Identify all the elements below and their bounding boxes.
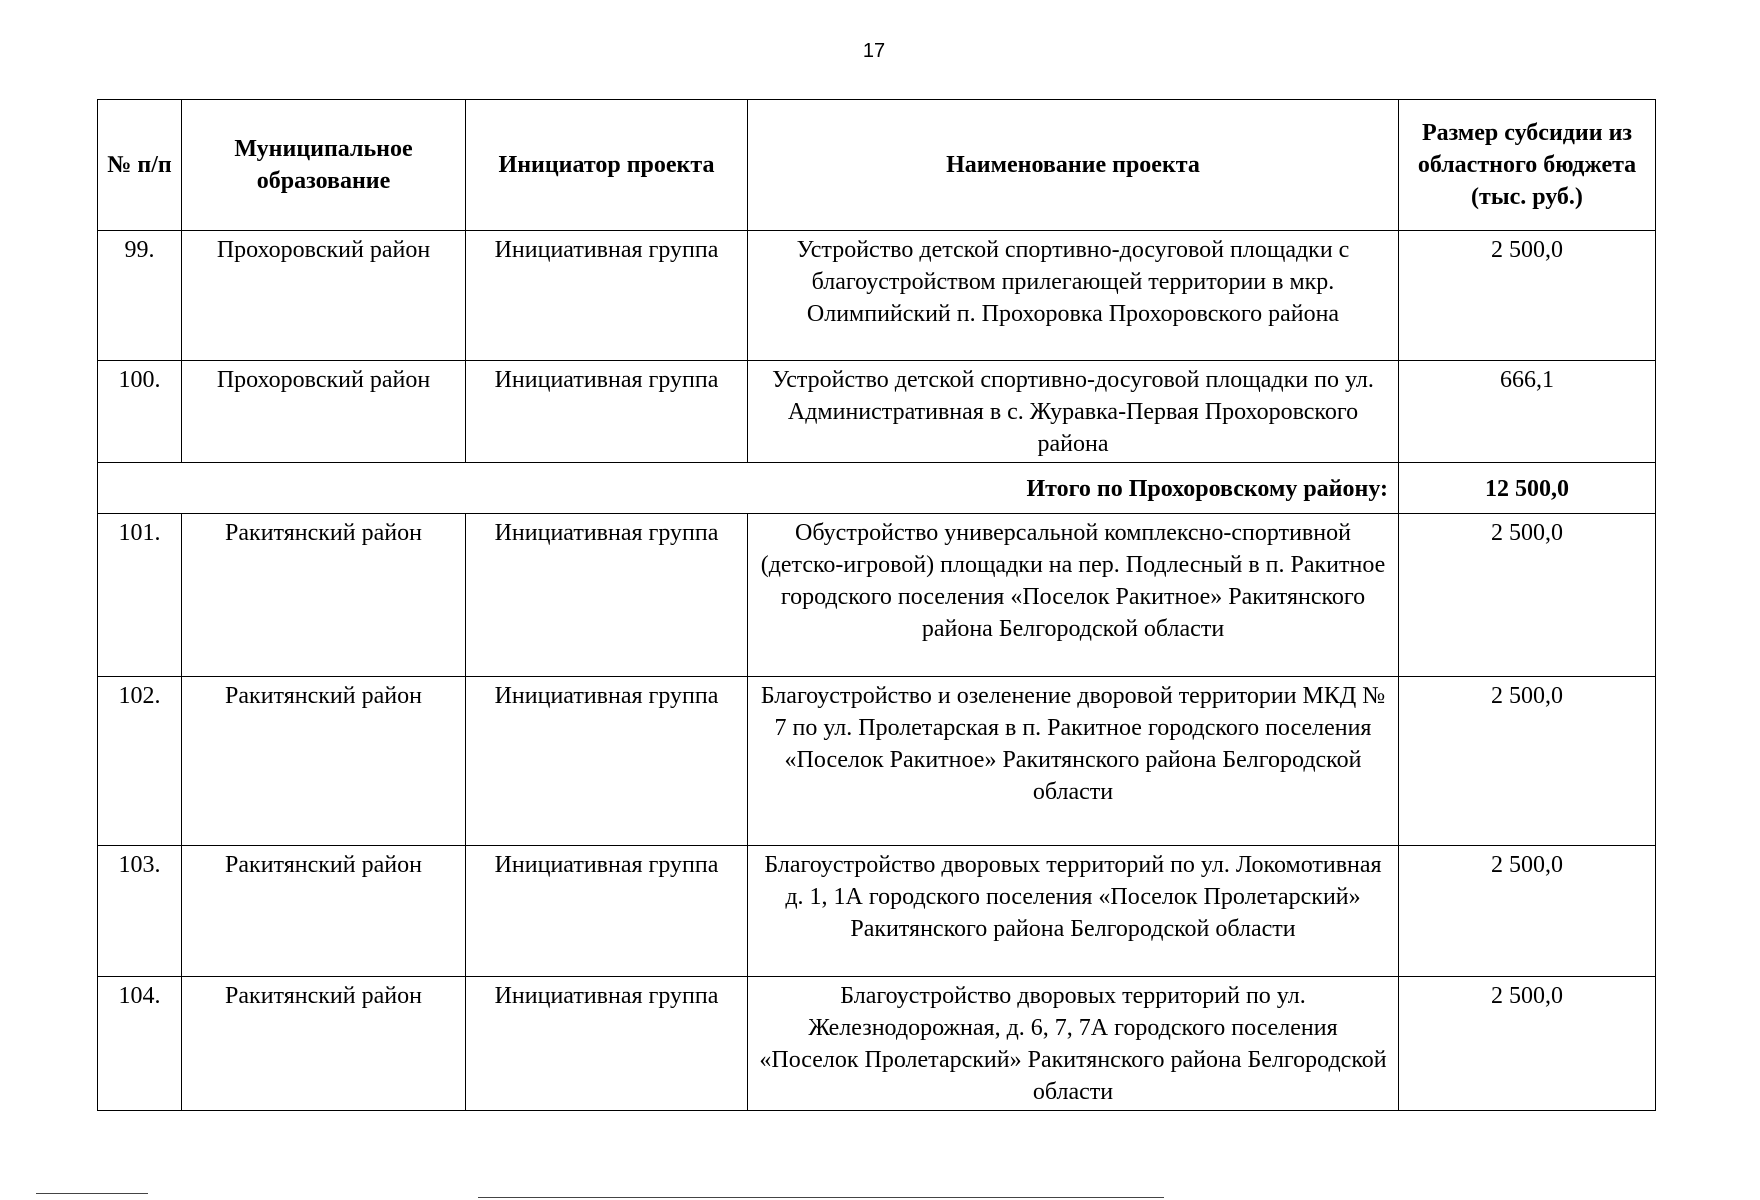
row-initiator: Инициативная группа — [466, 677, 748, 846]
row-number: 104. — [98, 977, 182, 1111]
table-row — [98, 977, 1656, 1111]
row-municipality: Прохоровский район — [182, 231, 466, 361]
table-row — [98, 677, 1656, 846]
total-label: Итого по Прохоровскому району: — [98, 463, 1399, 514]
table-row — [98, 514, 1656, 677]
table-header-row — [98, 100, 1656, 231]
row-initiator: Инициативная группа — [466, 361, 748, 463]
header-initiator: Инициатор проекта — [466, 100, 748, 231]
total-amount: 12 500,0 — [1399, 463, 1656, 514]
row-amount: 2 500,0 — [1399, 977, 1656, 1111]
row-number: 101. — [98, 514, 182, 677]
table-row — [98, 361, 1656, 463]
table-row — [98, 231, 1656, 361]
row-municipality: Ракитянский район — [182, 977, 466, 1111]
header-municipality: Муниципальное образование — [182, 100, 466, 231]
row-initiator: Инициативная группа — [466, 977, 748, 1111]
total-row — [98, 463, 1656, 514]
row-project: Устройство детской спортивно-досуговой площадки с благоустройством прилегающей территории в мкр. Олимпийский п. Прохоровка Прохоровского района — [748, 231, 1399, 361]
row-initiator: Инициативная группа — [466, 846, 748, 977]
row-initiator: Инициативная группа — [466, 231, 748, 361]
header-subsidy: Размер субсидии из областного бюджета (тыс. руб.) — [1399, 100, 1656, 231]
table-row — [98, 846, 1656, 977]
row-municipality: Ракитянский район — [182, 677, 466, 846]
row-amount: 2 500,0 — [1399, 677, 1656, 846]
row-number: 100. — [98, 361, 182, 463]
scan-artifact-line — [36, 1193, 148, 1194]
header-num: № п/п — [98, 100, 182, 231]
page-number: 17 — [862, 40, 886, 62]
row-amount: 2 500,0 — [1399, 231, 1656, 361]
row-project: Благоустройство дворовых территорий по ул. Железнодорожная, д. 6, 7, 7А городского поселения «Поселок Пролетарский» Ракитянского района Белгородской области — [748, 977, 1399, 1111]
row-amount: 666,1 — [1399, 361, 1656, 463]
scan-artifact-line — [478, 1197, 1164, 1198]
subsidy-table — [97, 99, 1656, 1111]
row-initiator: Инициативная группа — [466, 514, 748, 677]
row-amount: 2 500,0 — [1399, 514, 1656, 677]
header-project: Наименование проекта — [748, 100, 1399, 231]
row-number: 102. — [98, 677, 182, 846]
row-municipality: Прохоровский район — [182, 361, 466, 463]
row-municipality: Ракитянский район — [182, 514, 466, 677]
row-amount: 2 500,0 — [1399, 846, 1656, 977]
row-municipality: Ракитянский район — [182, 846, 466, 977]
row-number: 103. — [98, 846, 182, 977]
row-project: Устройство детской спортивно-досуговой площадки по ул. Административная в с. Журавка-Первая Прохоровского района — [748, 361, 1399, 463]
row-project: Благоустройство дворовых территорий по ул. Локомотивная д. 1, 1А городского поселения «Поселок Пролетарский» Ракитянского района Белгородской области — [748, 846, 1399, 977]
row-project: Обустройство универсальной комплексно-спортивной (детско-игровой) площадки на пер. Подлесный в п. Ракитное городского поселения «Поселок Ракитное» Ракитянского района Белгородской области — [748, 514, 1399, 677]
row-number: 99. — [98, 231, 182, 361]
row-project: Благоустройство и озеленение дворовой территории МКД № 7 по ул. Пролетарская в п. Ракитное городского поселения «Поселок Ракитное» Ракитянского района Белгородской области — [748, 677, 1399, 846]
